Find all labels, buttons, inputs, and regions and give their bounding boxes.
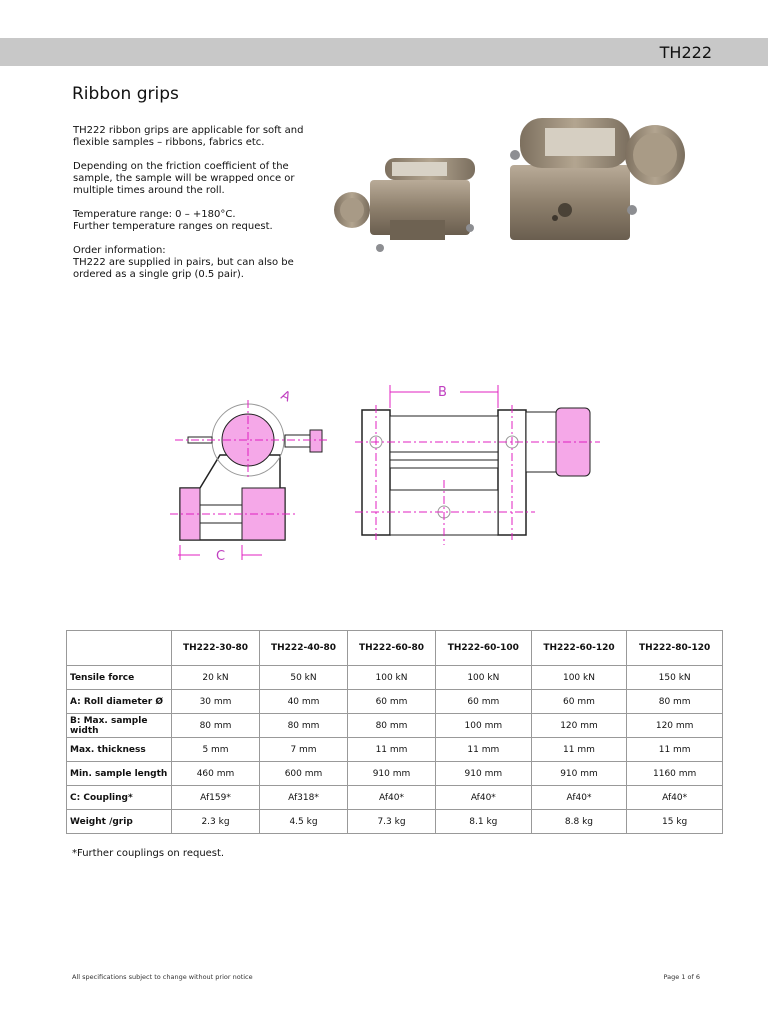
table-cell: 8.1 kg xyxy=(436,810,532,834)
table-row xyxy=(67,690,723,714)
row-label: Max. thickness xyxy=(67,738,172,762)
intro-paragraph-3 xyxy=(73,209,313,233)
side-view xyxy=(170,388,330,564)
table-cell: 100 kN xyxy=(436,666,532,690)
row-label: A: Roll diameter Ø xyxy=(67,690,172,714)
table-cell: 910 mm xyxy=(348,762,436,786)
table-cell: 11 mm xyxy=(531,738,627,762)
table-row xyxy=(67,666,723,690)
table-cell: Af40* xyxy=(627,786,723,810)
column-header: TH222-40-80 xyxy=(260,631,348,666)
table-cell: 11 mm xyxy=(436,738,532,762)
table-cell: Af40* xyxy=(436,786,532,810)
front-view xyxy=(355,385,600,545)
table-cell: Af40* xyxy=(531,786,627,810)
footer-disclaimer: All specifications subject to change without prior notice xyxy=(72,973,253,981)
row-label: Min. sample length xyxy=(67,762,172,786)
column-header: TH222-80-120 xyxy=(627,631,723,666)
table-cell: 11 mm xyxy=(627,738,723,762)
intro-paragraph-1: TH222 ribbon grips are applicable for soft and flexible samples – ribbons, fabrics etc. xyxy=(73,125,304,148)
footnote: *Further couplings on request. xyxy=(72,848,225,859)
table-row xyxy=(67,762,723,786)
table-cell: 50 kN xyxy=(260,666,348,690)
table-cell: 60 mm xyxy=(436,690,532,714)
table-cell: 40 mm xyxy=(260,690,348,714)
large-grip xyxy=(510,118,685,240)
table-cell: 100 mm xyxy=(436,714,532,738)
table-cell: 80 mm xyxy=(172,714,260,738)
header-product-code: TH222 xyxy=(659,43,712,62)
table-cell: 80 mm xyxy=(260,714,348,738)
table-cell: 30 mm xyxy=(172,690,260,714)
intro-paragraph-2: Depending on the friction coefficient of the sample, the sample will be wrapped once or multiple times around the roll. xyxy=(73,161,295,196)
temperature-note: Further temperature ranges on request. xyxy=(73,221,273,232)
table-cell: 150 kN xyxy=(627,666,723,690)
row-label: C: Coupling* xyxy=(67,786,172,810)
table-cell: 120 mm xyxy=(627,714,723,738)
table-cell: 8.8 kg xyxy=(531,810,627,834)
table-cell: 2.3 kg xyxy=(172,810,260,834)
table-cell: 7 mm xyxy=(260,738,348,762)
table-cell: 4.5 kg xyxy=(260,810,348,834)
small-grip xyxy=(334,158,475,252)
technical-drawing xyxy=(170,380,610,570)
table-cell: 460 mm xyxy=(172,762,260,786)
product-photo xyxy=(330,110,695,295)
table-cell: 100 kN xyxy=(348,666,436,690)
table-header-row xyxy=(67,631,723,666)
table-corner-cell xyxy=(67,631,172,666)
table-cell: 60 mm xyxy=(348,690,436,714)
table-cell: 15 kg xyxy=(627,810,723,834)
table-cell: 20 kN xyxy=(172,666,260,690)
table-cell: 100 kN xyxy=(531,666,627,690)
table-cell: 910 mm xyxy=(531,762,627,786)
intro-text xyxy=(73,125,313,293)
order-info-heading: Order information: xyxy=(73,245,166,256)
table-cell: 910 mm xyxy=(436,762,532,786)
table-cell: 60 mm xyxy=(531,690,627,714)
table-cell: 1160 mm xyxy=(627,762,723,786)
column-header: TH222-30-80 xyxy=(172,631,260,666)
table-cell: 5 mm xyxy=(172,738,260,762)
order-info-text: TH222 are supplied in pairs, but can also be ordered as a single grip (0.5 pair). xyxy=(73,257,294,280)
table-cell: Af159* xyxy=(172,786,260,810)
row-label: Weight /grip xyxy=(67,810,172,834)
dimension-label-a: A xyxy=(278,388,293,406)
temperature-range: Temperature range: 0 – +180°C. xyxy=(73,209,236,220)
table-cell: 7.3 kg xyxy=(348,810,436,834)
table-row xyxy=(67,714,723,738)
specification-table xyxy=(66,630,723,834)
row-label: B: Max. sample width xyxy=(67,714,172,738)
dimension-label-c: C xyxy=(216,549,226,564)
table-cell: 120 mm xyxy=(531,714,627,738)
dimension-label-b: B xyxy=(438,385,447,400)
table-row xyxy=(67,786,723,810)
page-title: Ribbon grips xyxy=(72,84,179,104)
column-header: TH222-60-100 xyxy=(436,631,532,666)
column-header: TH222-60-80 xyxy=(348,631,436,666)
table-cell: 80 mm xyxy=(627,690,723,714)
intro-paragraph-4 xyxy=(73,245,313,281)
table-row xyxy=(67,810,723,834)
table-cell: 11 mm xyxy=(348,738,436,762)
table-cell: Af318* xyxy=(260,786,348,810)
table-row xyxy=(67,738,723,762)
column-header: TH222-60-120 xyxy=(531,631,627,666)
row-label: Tensile force xyxy=(67,666,172,690)
header-bar xyxy=(0,38,768,66)
table-cell: 600 mm xyxy=(260,762,348,786)
table-cell: Af40* xyxy=(348,786,436,810)
page-number: Page 1 of 6 xyxy=(663,973,700,981)
table-cell: 80 mm xyxy=(348,714,436,738)
